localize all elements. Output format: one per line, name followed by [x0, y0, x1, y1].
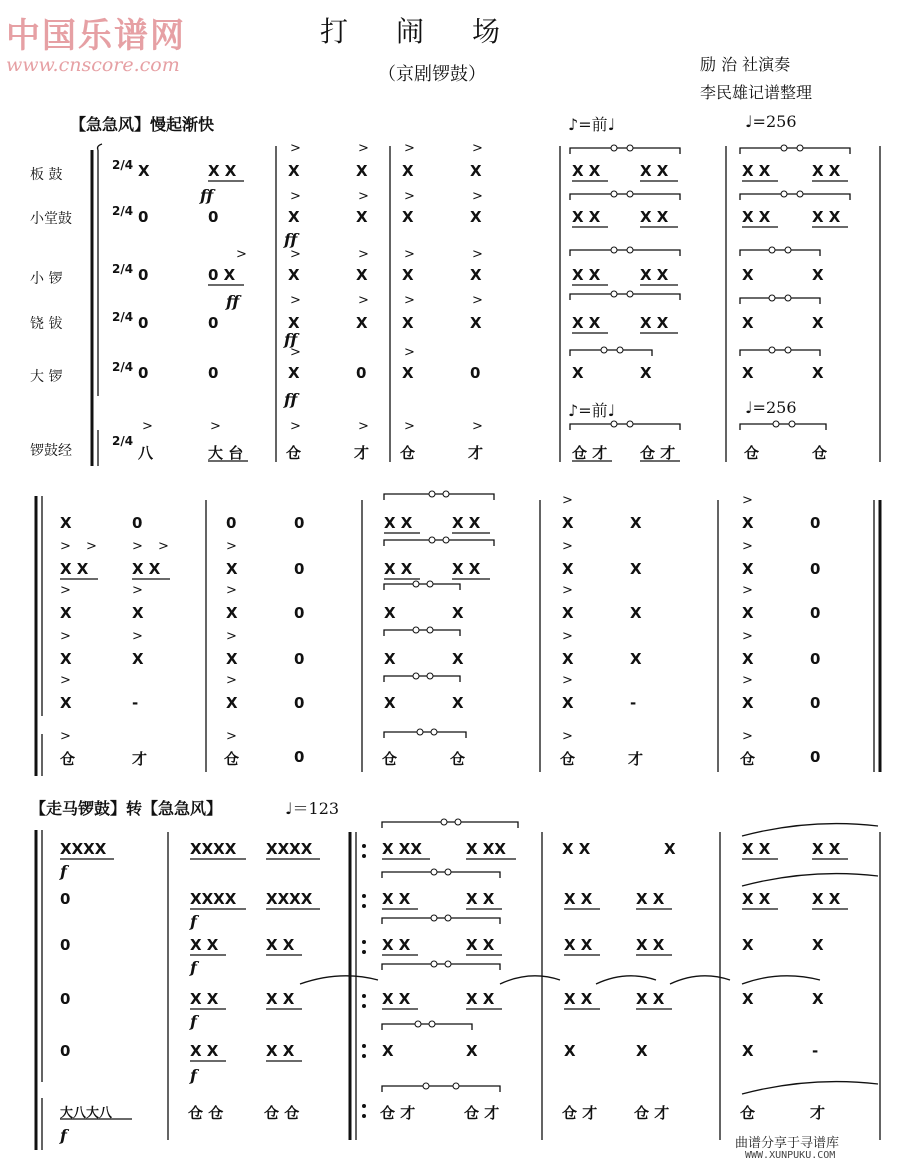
svg-text:>: >	[226, 539, 237, 554]
note-cell: 0	[470, 364, 481, 382]
note-cell: 0	[208, 364, 219, 382]
credit-performer: 励 治 社演奏	[700, 55, 791, 74]
note-cell: 0	[226, 514, 237, 532]
note-cell: X	[742, 936, 754, 954]
section1-metronome-jingjing: ♩=256	[745, 398, 797, 417]
note-cell: X	[562, 650, 574, 668]
svg-text:>: >	[86, 539, 97, 554]
note-cell: X X	[640, 162, 669, 180]
note-cell: 0	[294, 514, 305, 532]
footer-text: 曲谱分享于寻谱库	[735, 1136, 840, 1151]
note-cell: X	[742, 990, 754, 1008]
note-cell: X	[402, 162, 414, 180]
note-cell: X	[742, 364, 754, 382]
note-cell: XXXX	[190, 840, 237, 858]
dynamic-mark: f	[60, 1126, 67, 1145]
note-cell: X X	[636, 890, 665, 908]
dynamic-mark: f	[190, 912, 197, 931]
svg-text:>: >	[158, 539, 169, 554]
note-cell: X	[356, 208, 368, 226]
svg-text:>: >	[742, 539, 753, 554]
note-cell: X	[356, 266, 368, 284]
note-cell: X X	[266, 990, 295, 1008]
note-cell: X	[562, 604, 574, 622]
note-cell: X	[630, 650, 642, 668]
svg-text:>: >	[472, 247, 483, 262]
note-cell: 才	[468, 444, 484, 462]
svg-text:>: >	[290, 189, 301, 204]
instrument-daluo: 大 锣	[30, 369, 63, 385]
note-cell: 仓	[744, 444, 760, 462]
note-cell: X X	[564, 936, 593, 954]
note-cell: X X	[384, 514, 413, 532]
note-cell: X	[288, 314, 300, 332]
note-cell: 0	[810, 694, 821, 712]
note-cell: 仓	[450, 750, 466, 768]
svg-text:>: >	[562, 583, 573, 598]
note-cell: 仓 才	[380, 1104, 416, 1122]
note-cell: X	[452, 650, 464, 668]
svg-text:>: >	[404, 293, 415, 308]
note-cell: 0	[294, 560, 305, 578]
note-cell: 0	[60, 890, 71, 908]
note-cell: 0	[138, 208, 149, 226]
svg-text:>: >	[742, 493, 753, 508]
note-cell: X	[384, 694, 396, 712]
note-cell: X	[812, 936, 824, 954]
note-cell: X X	[132, 560, 161, 578]
section3-tempo-label: 【走马锣鼓】转【急急风】	[30, 799, 223, 818]
note-cell: X X	[640, 314, 669, 332]
note-cell: X	[132, 650, 144, 668]
svg-text:>: >	[562, 493, 573, 508]
note-cell: X X	[572, 208, 601, 226]
note-cell: 0	[60, 1042, 71, 1060]
svg-text:>: >	[290, 247, 301, 262]
instrument-xiaotanggu: 小堂鼓	[30, 211, 72, 227]
svg-text:>: >	[358, 419, 369, 434]
note-cell: X	[742, 314, 754, 332]
section1-metronome: ♩=256	[745, 112, 797, 131]
svg-text:>: >	[132, 539, 143, 554]
svg-text:>: >	[742, 629, 753, 644]
note-cell: XXXX	[266, 840, 313, 858]
svg-text:>: >	[358, 247, 369, 262]
dynamic-mark: f	[60, 862, 67, 881]
note-cell: 0	[138, 266, 149, 284]
note-cell: 仓	[812, 444, 828, 462]
note-cell: 仓 才	[464, 1104, 500, 1122]
note-cell: XXXX	[190, 890, 237, 908]
svg-text:>: >	[742, 673, 753, 688]
note-cell: X	[402, 208, 414, 226]
note-cell: 0	[60, 936, 71, 954]
svg-text:>: >	[742, 583, 753, 598]
note-cell: X X	[382, 990, 411, 1008]
note-cell: X	[562, 560, 574, 578]
note-cell: -	[630, 694, 637, 712]
note-cell: 0	[294, 748, 305, 766]
note-cell: 仓 仓	[264, 1104, 300, 1122]
note-cell: X	[664, 840, 676, 858]
note-cell: 0	[294, 650, 305, 668]
note-cell: X	[60, 694, 72, 712]
note-cell: 仓	[60, 750, 76, 768]
note-cell: X X	[466, 936, 495, 954]
note-cell: X X	[742, 890, 771, 908]
dynamic-mark: ff	[226, 292, 240, 311]
note-cell: X X	[466, 990, 495, 1008]
note-cell: X	[742, 1042, 754, 1060]
note-cell: X X	[640, 266, 669, 284]
note-cell: X	[630, 514, 642, 532]
svg-text:>: >	[290, 419, 301, 434]
instrument-bangu: 板 鼓	[30, 167, 63, 183]
svg-text:>: >	[358, 189, 369, 204]
note-cell: X X	[382, 936, 411, 954]
note-cell: 大八大八	[60, 1106, 113, 1121]
note-cell: X	[742, 694, 754, 712]
note-cell: 仓 仓	[188, 1104, 224, 1122]
note-cell: X X	[572, 314, 601, 332]
note-cell: X X	[812, 840, 841, 858]
svg-text:>: >	[472, 293, 483, 308]
note-cell: X	[742, 604, 754, 622]
svg-text:>: >	[236, 247, 247, 262]
note-cell: 仓 才	[640, 444, 676, 462]
note-cell: X X	[266, 1042, 295, 1060]
note-cell: X	[452, 604, 464, 622]
svg-text:>: >	[226, 729, 237, 744]
svg-text:>: >	[742, 729, 753, 744]
note-cell: X	[812, 990, 824, 1008]
svg-text:>: >	[226, 673, 237, 688]
note-cell: X	[562, 694, 574, 712]
note-cell: X	[636, 1042, 648, 1060]
svg-text:>: >	[60, 583, 71, 598]
time-signature: 2/4	[112, 158, 134, 172]
note-cell: X X	[208, 162, 237, 180]
note-cell: X	[742, 514, 754, 532]
note-cell: 0	[138, 364, 149, 382]
note-cell: 仓 才	[562, 1104, 598, 1122]
note-cell: X X	[636, 990, 665, 1008]
note-cell: -	[132, 694, 139, 712]
note-cell: X	[382, 1042, 394, 1060]
note-cell: 0	[810, 514, 821, 532]
svg-text:>: >	[404, 189, 415, 204]
note-cell: X	[452, 694, 464, 712]
note-cell: X	[60, 650, 72, 668]
dynamic-mark: f	[190, 958, 197, 977]
svg-text:>: >	[60, 539, 71, 554]
note-cell: X	[226, 650, 238, 668]
note-cell: X	[356, 314, 368, 332]
note-cell: 才	[810, 1104, 826, 1122]
note-cell: X	[288, 364, 300, 382]
note-cell: 0	[132, 514, 143, 532]
note-cell: X X	[742, 162, 771, 180]
note-cell: X	[226, 694, 238, 712]
note-cell: X X	[564, 890, 593, 908]
note-cell: X X	[452, 560, 481, 578]
svg-text:>: >	[404, 247, 415, 262]
note-cell: X	[812, 364, 824, 382]
note-cell: X	[138, 162, 150, 180]
note-cell: X XX	[466, 840, 506, 858]
note-cell: X X	[562, 840, 591, 858]
note-cell: X	[384, 650, 396, 668]
note-cell: 0 X	[208, 266, 236, 284]
note-cell: X	[132, 604, 144, 622]
dynamic-mark: f	[190, 1066, 197, 1085]
note-cell: X X	[190, 1042, 219, 1060]
dynamic-mark: ff	[284, 230, 298, 249]
page-title: 打闹场	[320, 15, 549, 48]
note-cell: XXXX	[266, 890, 313, 908]
note-cell: X	[402, 314, 414, 332]
note-cell: -	[812, 1042, 819, 1060]
dynamic-mark: ff	[200, 186, 214, 205]
note-cell: X	[288, 162, 300, 180]
note-cell: X X	[742, 840, 771, 858]
note-cell: X	[288, 208, 300, 226]
note-cell: 0	[810, 748, 821, 766]
section1-tempo-change-jingjing: ♪=前♩	[568, 401, 616, 420]
note-cell: X X	[384, 560, 413, 578]
note-cell: 才	[132, 750, 148, 768]
note-cell: 0	[810, 650, 821, 668]
svg-text:>: >	[562, 673, 573, 688]
note-cell: X	[812, 266, 824, 284]
svg-text:>: >	[358, 293, 369, 308]
note-cell: X X	[812, 208, 841, 226]
svg-text:>: >	[132, 629, 143, 644]
svg-text:>: >	[132, 583, 143, 598]
note-cell: X	[742, 560, 754, 578]
page-subtitle: （京剧锣鼓）	[378, 64, 486, 85]
section1-tempo-label: 【急急风】慢起渐快	[70, 115, 215, 134]
note-cell: X	[630, 560, 642, 578]
note-cell: 仓	[382, 750, 398, 768]
note-cell: 仓	[740, 750, 756, 768]
note-cell: X	[60, 514, 72, 532]
note-cell: X	[564, 1042, 576, 1060]
svg-text:>: >	[404, 419, 415, 434]
note-cell: 仓	[224, 750, 240, 768]
note-cell: X	[470, 208, 482, 226]
note-cell: X	[226, 604, 238, 622]
svg-text:>: >	[472, 419, 483, 434]
note-cell: X	[742, 266, 754, 284]
note-cell: X X	[742, 208, 771, 226]
note-cell: X	[60, 604, 72, 622]
svg-text:>: >	[290, 141, 301, 156]
note-cell: 0	[294, 694, 305, 712]
svg-text:>: >	[290, 345, 301, 360]
note-cell: X	[288, 266, 300, 284]
note-cell: X	[562, 514, 574, 532]
note-cell: X	[402, 266, 414, 284]
watermark-url: www.cnscore.com	[6, 54, 180, 76]
section3-metronome: ♩＝123	[285, 799, 340, 818]
note-cell: 仓	[286, 444, 302, 462]
note-cell: X X	[572, 266, 601, 284]
note-cell: X X	[190, 990, 219, 1008]
note-cell: X	[384, 604, 396, 622]
note-cell: X	[226, 560, 238, 578]
note-cell: X X	[466, 890, 495, 908]
note-cell: X X	[636, 936, 665, 954]
note-cell: X X	[382, 890, 411, 908]
note-cell: 八	[138, 444, 154, 462]
dynamic-mark: f	[190, 1012, 197, 1031]
note-cell: 0	[294, 604, 305, 622]
note-cell: XXXX	[60, 840, 107, 858]
svg-text:>: >	[562, 539, 573, 554]
section1-tempo-change: ♪=前♩	[568, 115, 616, 134]
svg-text:>: >	[60, 629, 71, 644]
svg-text:>: >	[404, 141, 415, 156]
note-cell: X X	[564, 990, 593, 1008]
note-cell: 0	[810, 560, 821, 578]
svg-text:>: >	[290, 293, 301, 308]
note-cell: 仓 才	[634, 1104, 670, 1122]
note-cell: 0	[208, 208, 219, 226]
credit-transcriber: 李民雄记谱整理	[700, 83, 813, 102]
note-cell: 大 台	[208, 444, 244, 462]
svg-text:>: >	[472, 141, 483, 156]
note-cell: X X	[452, 514, 481, 532]
time-signature: 2/4	[112, 262, 134, 276]
svg-text:>: >	[226, 629, 237, 644]
note-cell: X X	[812, 890, 841, 908]
dynamic-mark: ff	[284, 330, 298, 349]
note-cell: X	[466, 1042, 478, 1060]
watermark-logo: 中国乐谱网	[6, 16, 186, 56]
note-cell: X	[812, 314, 824, 332]
note-cell: 仓 才	[572, 444, 608, 462]
note-cell: 0	[810, 604, 821, 622]
note-cell: 0	[208, 314, 219, 332]
note-cell: 0	[138, 314, 149, 332]
note-cell: 0	[356, 364, 367, 382]
instrument-naobo: 铙 钹	[30, 316, 63, 332]
footer-url: WWW.XUNPUKU.COM	[745, 1150, 836, 1161]
svg-text:>: >	[404, 345, 415, 360]
note-cell: X X	[190, 936, 219, 954]
note-cell: X	[470, 266, 482, 284]
note-cell: X X	[812, 162, 841, 180]
time-signature: 2/4	[112, 204, 134, 218]
note-cell: X	[402, 364, 414, 382]
note-cell: 仓	[400, 444, 416, 462]
note-cell: X	[470, 162, 482, 180]
note-cell: X	[630, 604, 642, 622]
svg-text:>: >	[358, 141, 369, 156]
svg-text:>: >	[60, 673, 71, 688]
note-cell: 0	[60, 990, 71, 1008]
time-signature: 2/4	[112, 310, 134, 324]
svg-text:>: >	[562, 729, 573, 744]
note-cell: 才	[628, 750, 644, 768]
note-cell: X XX	[382, 840, 422, 858]
note-cell: X X	[266, 936, 295, 954]
note-cell: X X	[640, 208, 669, 226]
note-cell: 仓	[560, 750, 576, 768]
note-cell: X	[640, 364, 652, 382]
note-cell: X	[742, 650, 754, 668]
svg-text:>: >	[142, 419, 153, 434]
note-cell: X X	[60, 560, 89, 578]
svg-text:>: >	[60, 729, 71, 744]
note-cell: X	[356, 162, 368, 180]
svg-text:>: >	[226, 583, 237, 598]
time-signature: 2/4	[112, 360, 134, 374]
instrument-xiaoluo: 小 锣	[30, 271, 63, 287]
svg-text:>: >	[472, 189, 483, 204]
note-cell: 仓	[740, 1104, 756, 1122]
svg-text:>: >	[210, 419, 221, 434]
note-cell: X X	[572, 162, 601, 180]
instrument-luogujing: 锣鼓经	[30, 443, 72, 459]
time-signature: 2/4	[112, 434, 134, 448]
svg-text:>: >	[562, 629, 573, 644]
dynamic-mark: ff	[284, 390, 298, 409]
note-cell: 才	[354, 444, 370, 462]
note-cell: X	[470, 314, 482, 332]
note-cell: X	[572, 364, 584, 382]
